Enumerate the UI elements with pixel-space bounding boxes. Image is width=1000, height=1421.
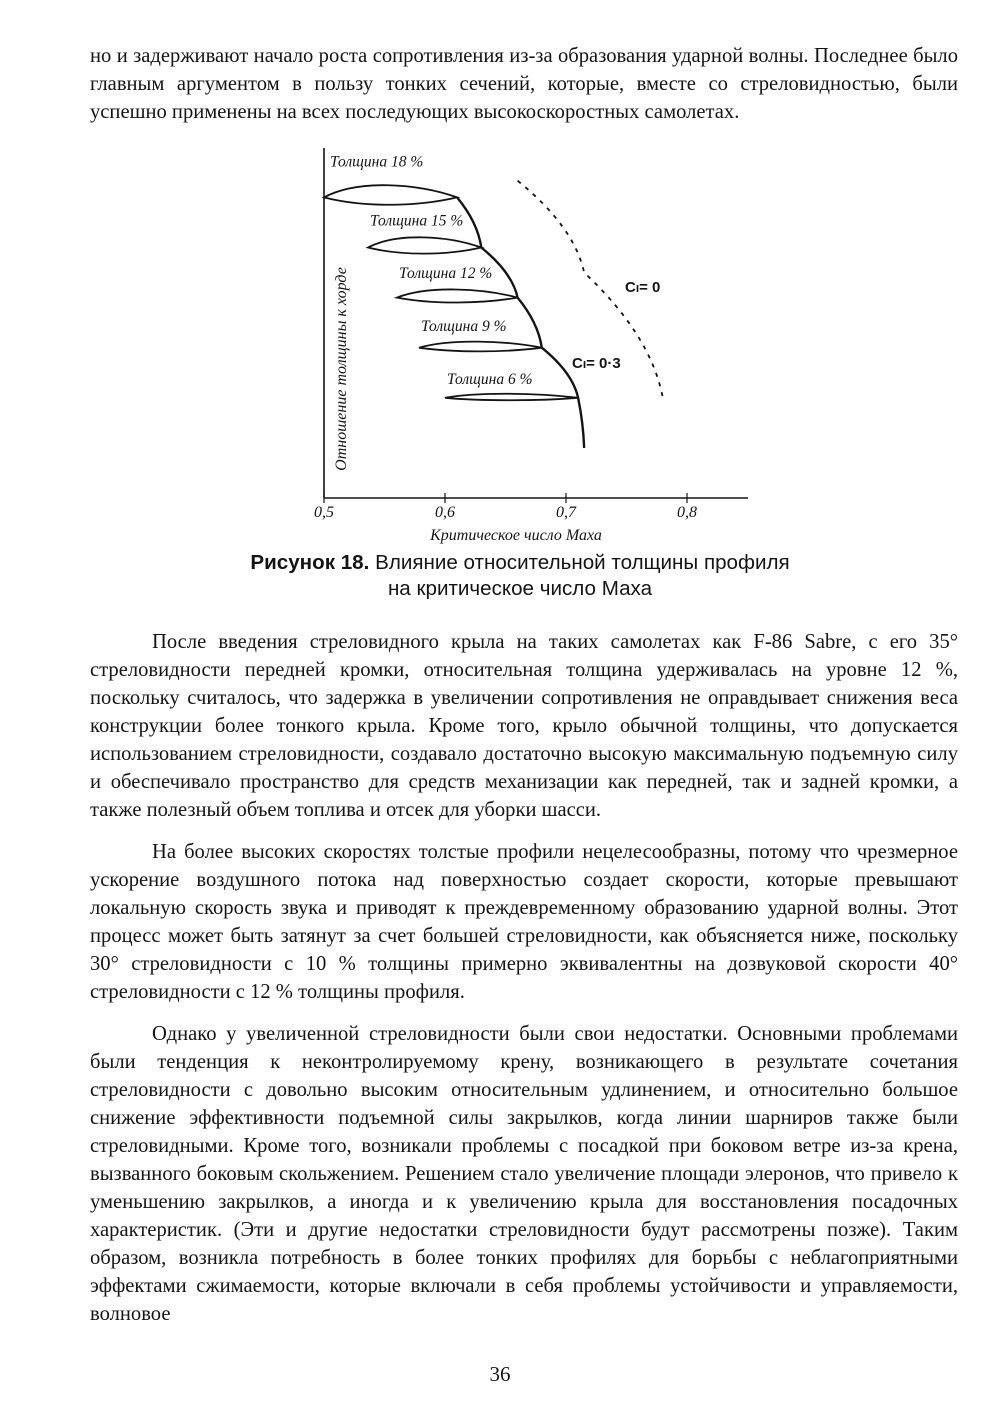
- profile-label: Толщина 15 %: [370, 212, 464, 230]
- airfoil-profile: [368, 237, 481, 253]
- airfoil-profile: [419, 342, 542, 352]
- x-tick-label: 0,7: [556, 504, 576, 521]
- profile-label: Толщина 12 %: [399, 265, 493, 283]
- figure-18: [290, 140, 760, 545]
- x-tick-label: 0,8: [677, 504, 697, 521]
- airfoil-profile: [324, 185, 457, 205]
- profile-label: Толщина 9 %: [421, 318, 507, 336]
- airfoil-profile: [445, 394, 578, 401]
- x-tick-label: 0,5: [314, 504, 334, 521]
- x-tick-label: 0,6: [435, 504, 455, 521]
- curve-label: Cₗ= 0: [625, 279, 661, 296]
- page-number: 36: [489, 1362, 511, 1386]
- curve-label: Cₗ= 0·3: [572, 355, 621, 372]
- chart: [290, 140, 760, 545]
- profile-label: Толщина 6 %: [447, 371, 533, 389]
- caption-label: Рисунок 18.: [250, 551, 370, 574]
- caption-line-1: Влияние относительной толщины профиля: [375, 551, 790, 574]
- figure-caption: [200, 550, 840, 602]
- airfoil-profile: [397, 289, 518, 302]
- paragraph: После введения стреловидного крыла на таких самолетах как F-86 Sabre, с его 35° стреловидности передней кромки, относительная толщина удерживалась на уровне 12 %, поскольку считалось, что задержка в увеличении сопротивления не оправдывает снижения веса конструкции более тонкого крыла. Кроме того, крыло обычной толщины, что допускается использованием стреловидности, создавало достаточно высокую максимальную подъемную силу и обеспечивало пространство для средств механизации как передней, так и задней кромки, а также полезный объем топлива и отсек для уборки шасси.: [90, 631, 958, 821]
- x-axis-label: Критическое число Маха: [430, 527, 602, 544]
- y-axis-label: Отношение толщины к хорде: [333, 267, 350, 471]
- paragraph: но и задерживают начало роста сопротивления из-за образования ударной волны. Последнее было главным аргументом в пользу тонких сечений, которые, вместе со стреловидностью, были успешно применены на всех последующих высокоскоростных самолетах.: [90, 45, 958, 123]
- paragraph: Однако у увеличенной стреловидности были свои недостатки. Основными проблемами были тенденция к неконтролируемому крену, возникающего в результате сочетания стреловидности с довольно высоким относительным удлинением, и относительно большое снижение эффективности подъемной силы закрылков, когда линии шарниров также были стреловидными. Кроме того, возникали проблемы с посадкой при боковом ветре из-за крена, вызванного боковым скольжением. Решением стало увеличение площади элеронов, что привело к уменьшению закрылков, а иногда и к увеличению крыла для восстановления посадочных характеристик. (Эти и другие недостатки стреловидности будут рассмотрены позже). Таким образом, возникла потребность в более тонких профилях для борьбы с неблагоприятными эффектами сжимаемости, которые включали в себя проблемы устойчивости и управляемости, волновое: [90, 1023, 958, 1325]
- caption-line-2: на критическое число Маха: [387, 577, 653, 600]
- paragraph: На более высоких скоростях толстые профили нецелесообразны, потому что чрезмерное ускорение воздушного потока над поверхностью создает скорости, которые превышают локальную скорость звука и приводят к преждевременному образованию ударной волны. Этот процесс может быть затянут за счет большей стреловидности, как объясняется ниже, поскольку 30° стреловидности с 10 % толщины примерно эквивалентны на дозвуковой скорости 40° стреловидности с 12 % толщины профиля.: [90, 841, 958, 1003]
- profile-label: Толщина 18 %: [330, 153, 424, 171]
